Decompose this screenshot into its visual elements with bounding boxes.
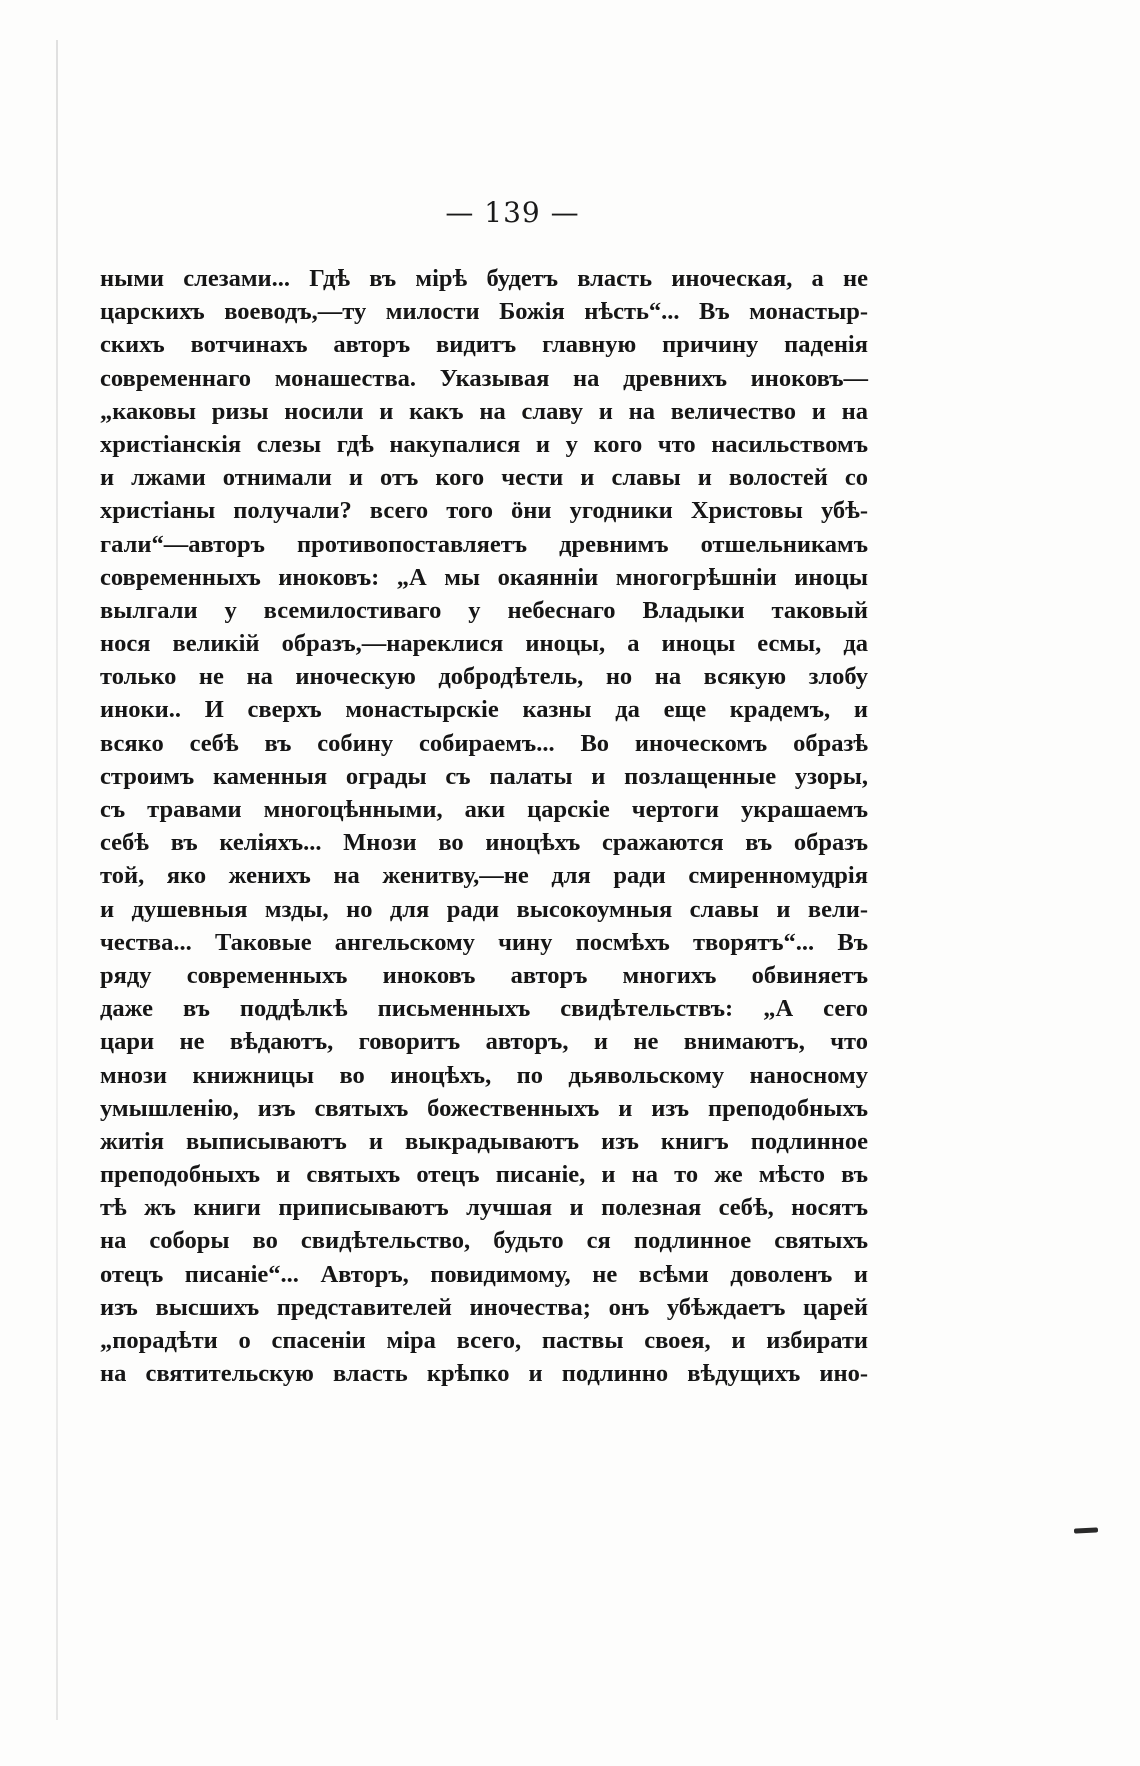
text-line: даже въ поддѣлкѣ письменныхъ свидѣтельствъ: „А сего	[100, 995, 868, 1023]
text-line: и душевныя мзды, но для ради высокоумныя славы и вели-	[100, 895, 868, 923]
text-line: цари не вѣдаютъ, говоритъ авторъ, и не внимаютъ, что	[100, 1028, 868, 1056]
text-line: преподобныхъ и святыхъ отецъ писаніе, и на то же мѣсто въ	[100, 1161, 868, 1189]
text-line: той, яко женихъ на женитву,—не для ради смиренномудрія	[100, 862, 868, 890]
margin-ink-mark	[1074, 1527, 1098, 1533]
text-line: на соборы во свидѣтельство, будьто ся подлинное святыхъ	[100, 1227, 868, 1255]
text-line: скихъ вотчинахъ авторъ видитъ главную причину паденія	[100, 331, 868, 359]
text-line: отецъ писаніе“... Авторъ, повидимому, не всѣми доволенъ и	[100, 1260, 868, 1288]
body-text	[100, 262, 868, 1390]
text-line: ными слезами... Гдѣ въ мірѣ будетъ власть иноческая, а не	[100, 265, 868, 292]
text-line: мнози книжницы во иноцѣхъ, по дьявольскому наносному	[100, 1061, 868, 1089]
text-line: современнаго монашества. Указывая на древнихъ иноковъ—	[100, 364, 868, 392]
text-line: на святительскую власть крѣпко и подлинно вѣдущихъ ино-	[100, 1360, 868, 1388]
text-line: умышленію, изъ святыхъ божественныхъ и изъ преподобныхъ	[100, 1094, 868, 1122]
text-line: только не на иноческую добродѣтель, но на всякую злобу	[100, 663, 868, 691]
page-number: — 139 —	[445, 196, 580, 229]
text-line: гали“—авторъ противопоставляетъ древнимъ отшельникамъ	[100, 530, 868, 558]
text-line: нося великій образъ,—нареклися иноцы, а иноцы есмы, да	[100, 630, 868, 658]
text-line: съ травами многоцѣнными, аки царскіе чертоги украшаемъ	[100, 796, 868, 823]
text-line: царскихъ воеводъ,—ту милости Божія нѣсть“... Въ монастыр-	[100, 298, 868, 326]
text-line: иноки.. И сверхъ монастырскіе казны да еще крадемъ, и	[100, 696, 868, 724]
text-line: себѣ въ келіяхъ... Мнози во иноцѣхъ сражаются въ образъ	[100, 829, 868, 857]
text-line: чества... Таковые ангельскому чину посмѣхъ творятъ“... Въ	[100, 928, 868, 956]
text-line: вылгали у всемилостиваго у небеснаго Владыки таковый	[100, 596, 868, 624]
text-line: ряду современныхъ иноковъ авторъ многихъ обвиняетъ	[100, 961, 868, 989]
text-line: христіанскія слезы гдѣ накупалися и у кого что насильствомъ	[100, 430, 868, 458]
text-line: тѣ жъ книги приписываютъ лучшая и полезная себѣ, носятъ	[100, 1194, 868, 1222]
scan-edge-shadow	[56, 40, 58, 1720]
text-line: всяко себѣ въ собину собираемъ... Во иноческомъ образѣ	[100, 729, 868, 757]
text-line: строимъ каменныя ограды съ палаты и позлащенные узоры,	[100, 762, 868, 790]
text-line: „каковы ризы носили и какъ на славу и на величество и на	[100, 397, 868, 425]
text-line: „порадѣти о спасеніи міра всего, паствы своея, и избирати	[100, 1327, 868, 1354]
text-line: изъ высшихъ представителей иночества; онъ убѣждаетъ царей	[100, 1293, 868, 1321]
text-line: житія выписываютъ и выкрадываютъ изъ книгъ подлинное	[100, 1127, 868, 1155]
text-line: и лжами отнимали и отъ кого чести и славы и волостей со	[100, 464, 868, 492]
text-line: христіаны получали? всего того öни угодники Христовы убѣ-	[100, 497, 868, 525]
text-line: современныхъ иноковъ: „А мы окаяннiи многогрѣшнiи иноцы	[100, 563, 868, 591]
